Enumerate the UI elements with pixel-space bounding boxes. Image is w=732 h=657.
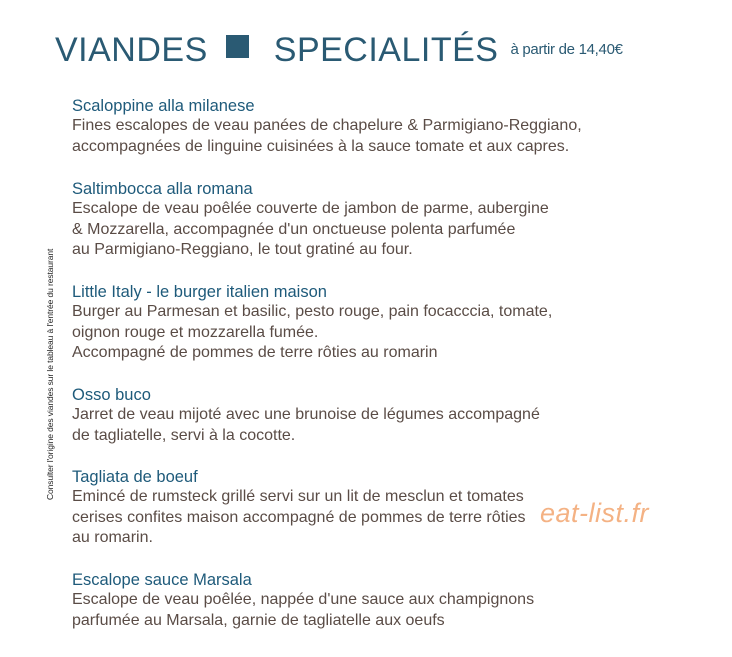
dish-description-line: oignon rouge et mozzarella fumée. (72, 323, 319, 341)
dish-name: Scaloppine alla milanese (72, 97, 255, 115)
price-from-label: à partir de 14,40€ (510, 40, 623, 58)
section-title-viandes: VIANDES (55, 31, 208, 69)
site-watermark: eat-list.fr (540, 498, 650, 528)
dish-description-line: Jarret de veau mijoté avec une brunoise de légumes accompagné (72, 406, 540, 423)
dish-description-line: Accompagné de pommes de terre rôties au romarin (72, 344, 438, 361)
dish-name: Saltimbocca alla romana (72, 180, 253, 198)
dish-description-line: Emincé de rumsteck grillé servi sur un lit de mesclun et tomates (72, 488, 524, 505)
dish-item (72, 96, 582, 157)
dish-description (72, 405, 540, 446)
dish-description-line: parfumée au Marsala, garnie de tagliatelle aux oeufs (72, 611, 445, 629)
dish-name: Little Italy - le burger italien maison (72, 283, 327, 301)
dish-description-line: accompagnées de linguine cuisinées à la sauce tomate et aux capres. (72, 137, 570, 155)
dish-description (72, 199, 549, 261)
dish-description-line: de tagliatelle, servi à la cocotte. (72, 426, 296, 444)
dish-description-line: au romarin. (72, 529, 153, 546)
dish-item (72, 282, 552, 364)
dish-description-line: Fines escalopes de veau panées de chapelure & Parmigiano-Reggiano, (72, 117, 582, 134)
dish-description (72, 487, 526, 549)
menu-header (55, 30, 623, 70)
section-title-specialites: SPECIALITÉS (273, 31, 499, 69)
dish-name: Escalope sauce Marsala (72, 571, 252, 589)
dish-description (72, 302, 552, 364)
dish-description-line: Escalope de veau poêlée, nappée d'une sauce aux champignons (72, 591, 535, 608)
dish-item (72, 570, 534, 631)
dish-item (72, 467, 526, 549)
dish-description-line: Escalope de veau poêlée couverte de jambon de parme, aubergine (72, 200, 549, 217)
dish-item (72, 179, 549, 261)
dish-name: Tagliata de boeuf (72, 468, 198, 486)
dish-description-line: Burger au Parmesan et basilic, pesto rouge, pain focacccia, tomate, (72, 303, 553, 320)
dish-description (72, 590, 534, 631)
dish-description (72, 116, 582, 157)
meat-origin-note: Consulter l'origine des viandes sur le tableau à l'entrée du restaurant (45, 248, 55, 500)
title-separator-square (226, 35, 249, 58)
dish-description-line: au Parmigiano-Reggiano, le tout gratiné au four. (72, 241, 413, 258)
dish-description-line: cerises confites maison accompagné de pommes de terre rôties (72, 508, 526, 526)
dish-description-line: & Mozzarella, accompagnée d'un onctueuse polenta parfumée (72, 220, 516, 238)
dish-item (72, 385, 540, 446)
dish-name: Osso buco (72, 386, 151, 404)
